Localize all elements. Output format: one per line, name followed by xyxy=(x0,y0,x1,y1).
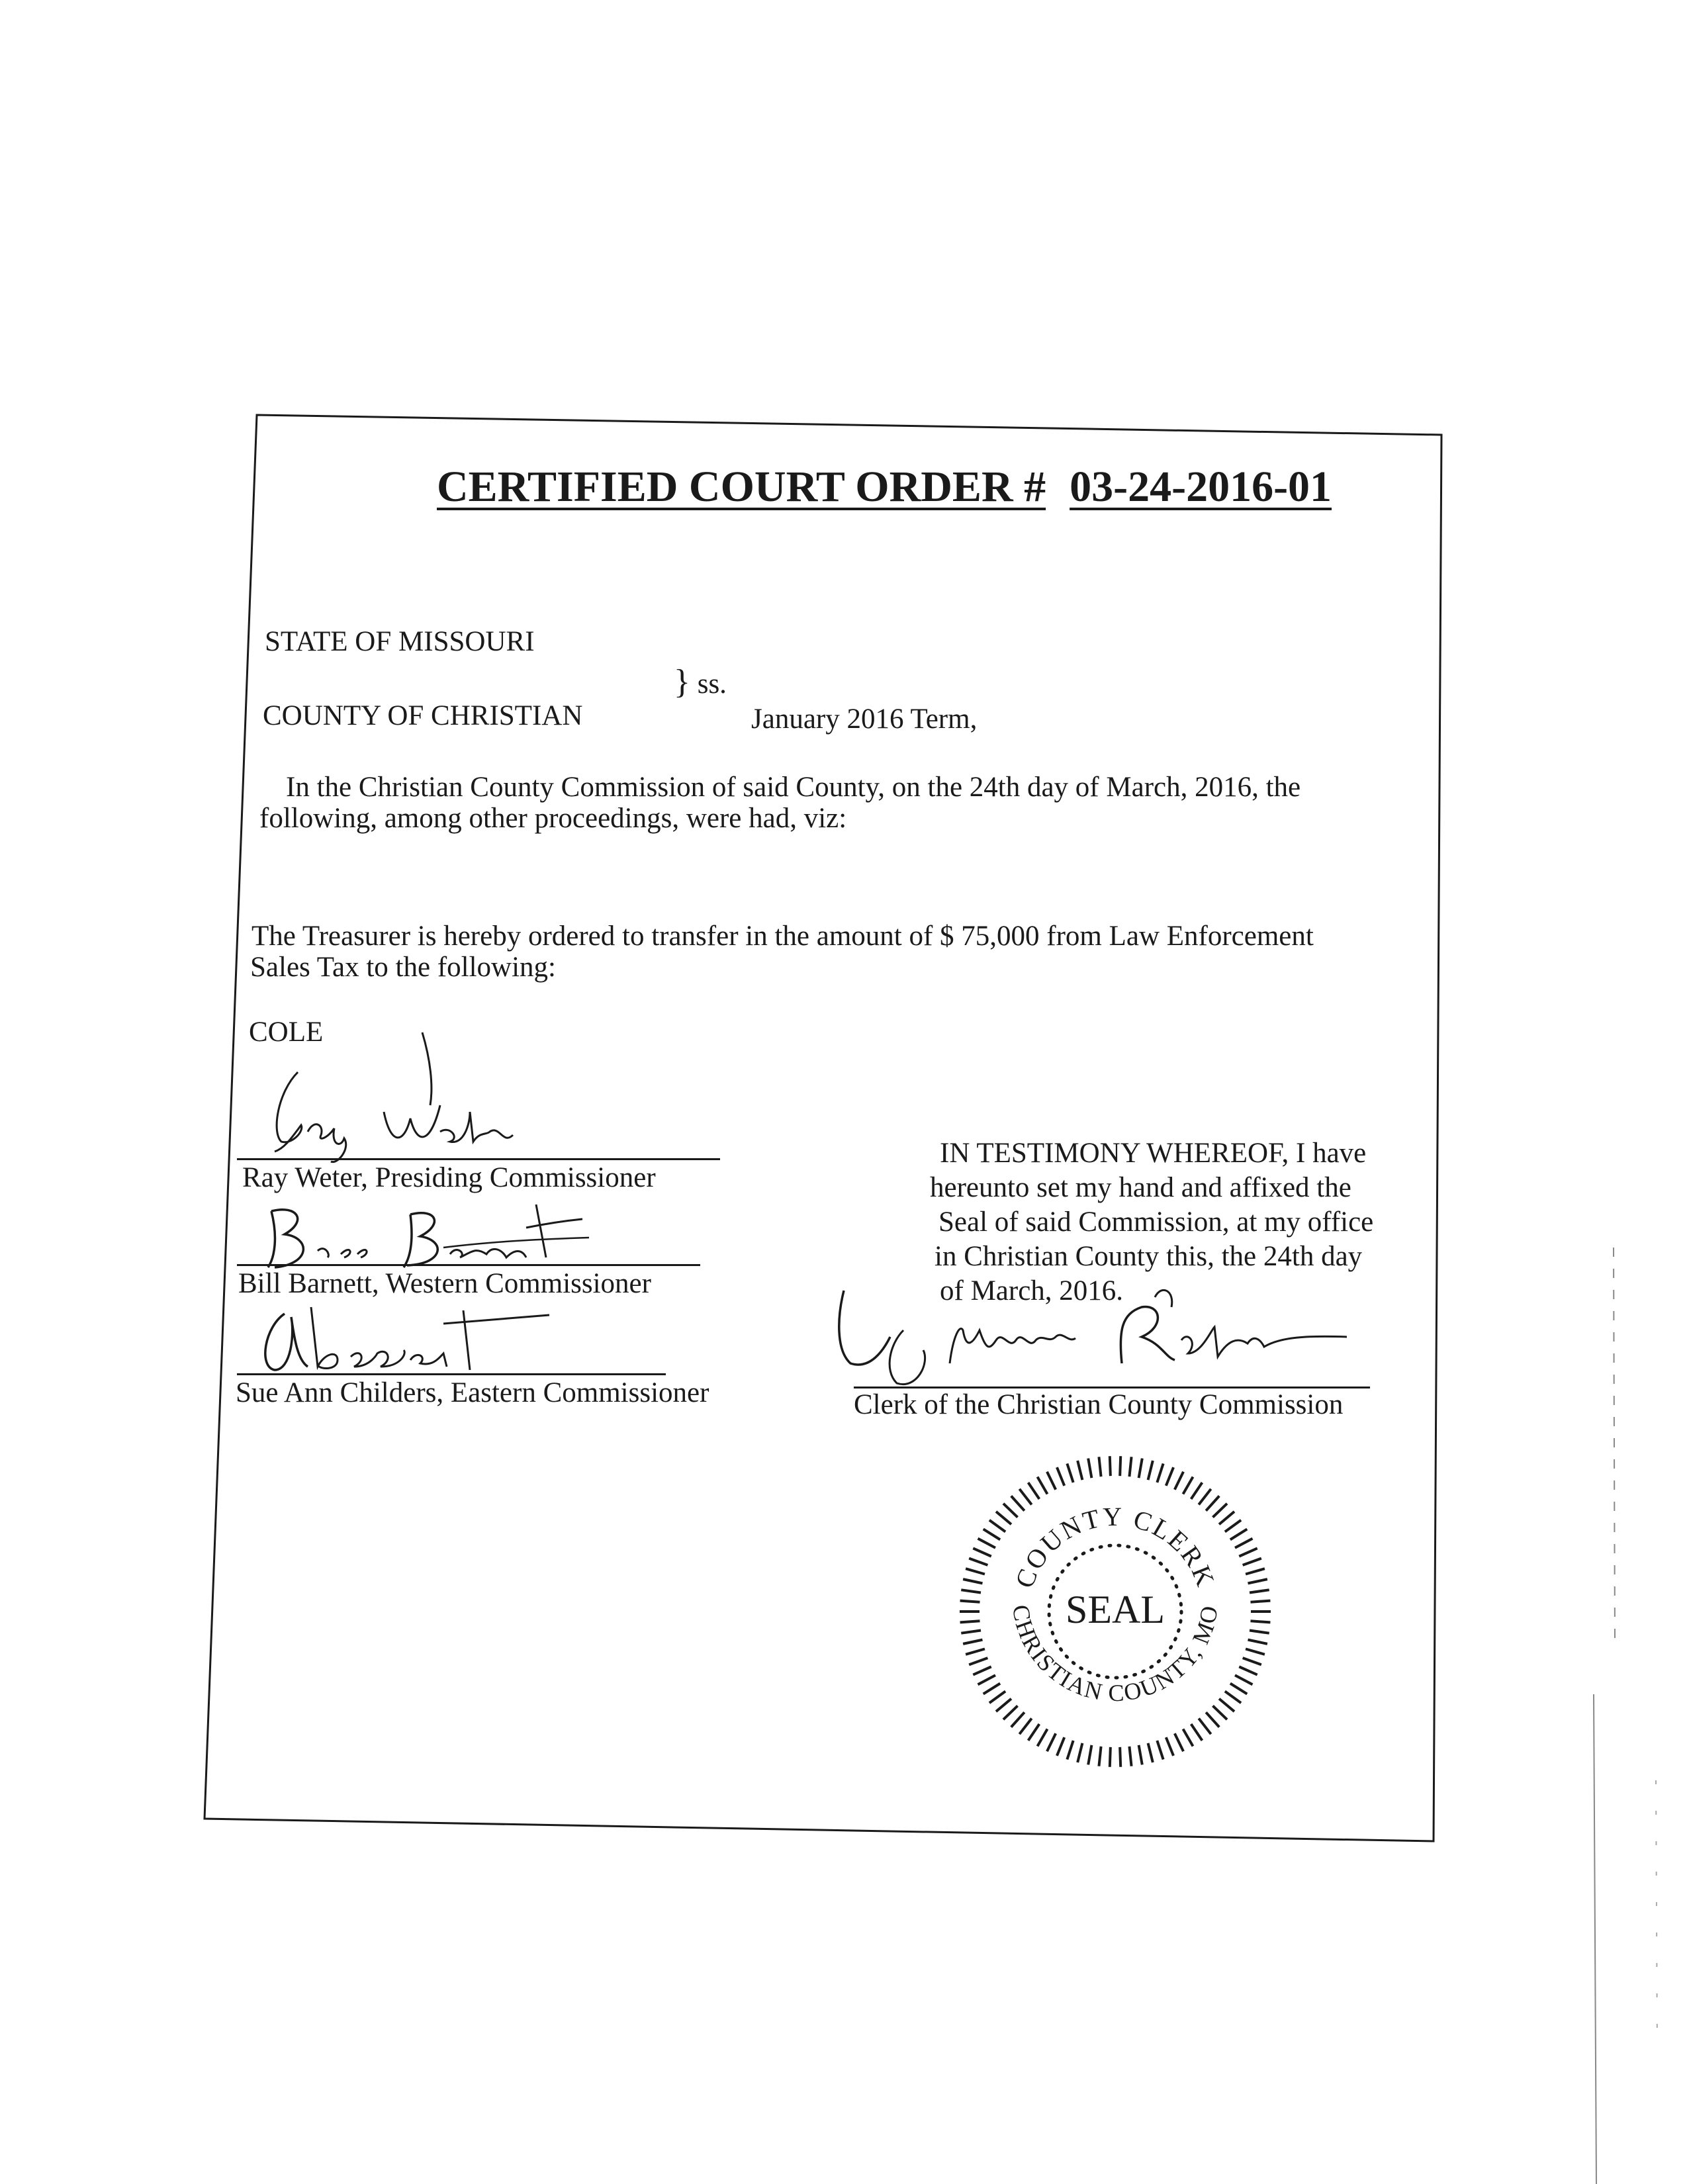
seal-tick xyxy=(1219,1512,1234,1524)
seal-tick xyxy=(1019,1489,1031,1505)
seal-tick xyxy=(1183,1729,1193,1747)
seal-tick xyxy=(961,1590,981,1592)
signature-ray-weter xyxy=(251,1032,556,1165)
seal-tick xyxy=(1219,1699,1234,1711)
seal-tick xyxy=(1057,1467,1064,1486)
seal-tick xyxy=(1110,1456,1111,1476)
seal-tick xyxy=(989,1520,1005,1532)
seal-tick xyxy=(1212,1504,1227,1518)
recipient-label: COLE xyxy=(249,1017,324,1048)
seal-tick xyxy=(1088,1459,1091,1479)
county-label: COUNTY OF CHRISTIAN xyxy=(263,700,583,731)
seal-tick xyxy=(961,1631,981,1633)
seal-tick xyxy=(1139,1745,1142,1765)
testimony-line-3: Seal of said Commission, at my office xyxy=(938,1206,1374,1238)
seal-tick xyxy=(1191,1724,1203,1741)
testimony-line-2: hereunto set my hand and affixed the xyxy=(930,1172,1351,1203)
order-number: 03-24-2016-01 xyxy=(1070,463,1332,511)
seal-tick xyxy=(1019,1719,1031,1735)
seal-tick xyxy=(1077,1743,1082,1762)
seal-center-text: SEAL xyxy=(1066,1588,1165,1631)
seal-tick xyxy=(1243,1559,1261,1565)
seal-tick xyxy=(1067,1741,1073,1760)
seal-tick xyxy=(1099,1747,1101,1766)
seal-tick xyxy=(1148,1743,1153,1762)
seal-tick xyxy=(1206,1496,1219,1510)
seal-tick xyxy=(1239,1548,1257,1556)
title-text: CERTIFIED COURT ORDER # xyxy=(437,463,1046,511)
seal-tick xyxy=(1191,1482,1203,1499)
state-label: STATE OF MISSOURI xyxy=(265,626,535,657)
signature-absent xyxy=(245,1294,556,1380)
seal-tick xyxy=(1250,1631,1269,1633)
seal-tick xyxy=(1212,1706,1227,1719)
seal-tick xyxy=(1175,1733,1183,1751)
order-line-2: Sales Tax to the following: xyxy=(250,952,556,983)
seal-tick xyxy=(1067,1464,1073,1483)
seal-tick xyxy=(1246,1569,1265,1574)
seal-tick xyxy=(1028,1724,1040,1741)
seal-tick xyxy=(978,1539,995,1548)
seal-tick xyxy=(1166,1737,1173,1756)
seal-tick xyxy=(1175,1472,1183,1490)
seal-tick xyxy=(960,1621,980,1622)
seal-tick xyxy=(1230,1529,1247,1539)
seal-tick xyxy=(1129,1457,1131,1477)
seal-tick xyxy=(1003,1706,1018,1719)
seal-tick xyxy=(1157,1464,1163,1483)
seal-tick xyxy=(973,1666,991,1674)
seal-tick xyxy=(1246,1649,1265,1655)
seal-tick xyxy=(996,1512,1011,1524)
county-clerk-seal xyxy=(953,1449,1277,1774)
intro-line-1: In the Christian County Commission of said County, on the 24th day of March, 2016, the xyxy=(286,772,1301,803)
seal-tick xyxy=(1099,1457,1101,1477)
term-label: January 2016 Term, xyxy=(751,704,978,735)
seal-tick xyxy=(983,1529,1000,1539)
seal-tick xyxy=(963,1640,982,1644)
seal-tick xyxy=(1225,1691,1241,1703)
seal-tick xyxy=(966,1569,985,1574)
signatory-caption-2: Bill Barnett, Western Commissioner xyxy=(238,1268,651,1299)
seal-tick xyxy=(989,1691,1005,1703)
seal-tick xyxy=(1129,1747,1131,1766)
seal-tick xyxy=(1157,1741,1163,1760)
seal-tick xyxy=(1077,1461,1082,1480)
seal-tick xyxy=(1248,1640,1267,1644)
seal-tick xyxy=(973,1548,991,1556)
seal-tick xyxy=(1047,1733,1056,1751)
seal-tick xyxy=(1199,1489,1210,1505)
seal-tick xyxy=(1206,1712,1219,1727)
seal-tick xyxy=(1248,1579,1267,1583)
seal-tick xyxy=(1251,1621,1271,1622)
seal-tick xyxy=(1003,1504,1018,1518)
signature-line-3 xyxy=(237,1373,666,1375)
seal-tick xyxy=(1235,1539,1252,1548)
seal-tick xyxy=(960,1601,980,1602)
seal-tick xyxy=(1243,1658,1261,1664)
seal-tick xyxy=(983,1684,1000,1694)
seal-tick xyxy=(1250,1590,1269,1592)
seal-tick xyxy=(1166,1467,1173,1486)
order-line-1: The Treasurer is hereby ordered to transfer in the amount of $ 75,000 from Law Enforcement xyxy=(251,921,1314,952)
seal-tick xyxy=(1047,1472,1056,1490)
ss-label xyxy=(674,662,727,702)
seal-tick xyxy=(1148,1461,1153,1480)
seal-tick xyxy=(969,1658,987,1664)
intro-line-2: following, among other proceedings, were had, viz: xyxy=(259,803,847,834)
seal-tick xyxy=(963,1579,982,1583)
seal-tick xyxy=(1038,1729,1048,1747)
brace-glyph: } xyxy=(674,663,690,701)
signature-line-1 xyxy=(237,1158,720,1160)
seal-tick xyxy=(1057,1737,1064,1756)
seal-tick xyxy=(1011,1712,1025,1727)
seal-tick xyxy=(1139,1459,1142,1479)
seal-tick xyxy=(1235,1675,1252,1684)
seal-tick xyxy=(1088,1745,1091,1765)
testimony-line-5: of March, 2016. xyxy=(940,1275,1124,1306)
signatory-caption-1: Ray Weter, Presiding Commissioner xyxy=(242,1162,656,1193)
seal-tick xyxy=(1251,1601,1271,1602)
seal-top-text: COUNTY CLERK xyxy=(1009,1501,1222,1592)
clerk-caption: Clerk of the Christian County Commission xyxy=(854,1389,1344,1420)
seal-tick xyxy=(1239,1666,1257,1674)
seal-tick xyxy=(996,1699,1011,1711)
seal-tick xyxy=(978,1675,995,1684)
seal-tick xyxy=(1225,1520,1241,1532)
seal-tick xyxy=(1110,1747,1111,1767)
seal-bottom-text: CHRISTIAN COUNTY, MO xyxy=(1007,1602,1224,1707)
seal-tick xyxy=(1183,1477,1193,1494)
page-title xyxy=(437,462,1332,512)
signature-clerk xyxy=(831,1277,1347,1390)
testimony-line-1: IN TESTIMONY WHEREOF, I have xyxy=(940,1138,1367,1169)
seal-tick xyxy=(1199,1719,1210,1735)
signatory-caption-3: Sue Ann Childers, Eastern Commissioner xyxy=(236,1377,709,1408)
signature-line-2 xyxy=(237,1264,700,1266)
ss-text: ss. xyxy=(697,668,727,700)
seal-tick xyxy=(1011,1496,1025,1510)
testimony-line-4: in Christian County this, the 24th day xyxy=(935,1241,1363,1272)
seal-tick xyxy=(1230,1684,1247,1694)
seal-tick xyxy=(969,1559,987,1565)
seal-tick xyxy=(1038,1477,1048,1494)
seal-tick xyxy=(966,1649,985,1655)
seal-tick xyxy=(1028,1482,1040,1499)
